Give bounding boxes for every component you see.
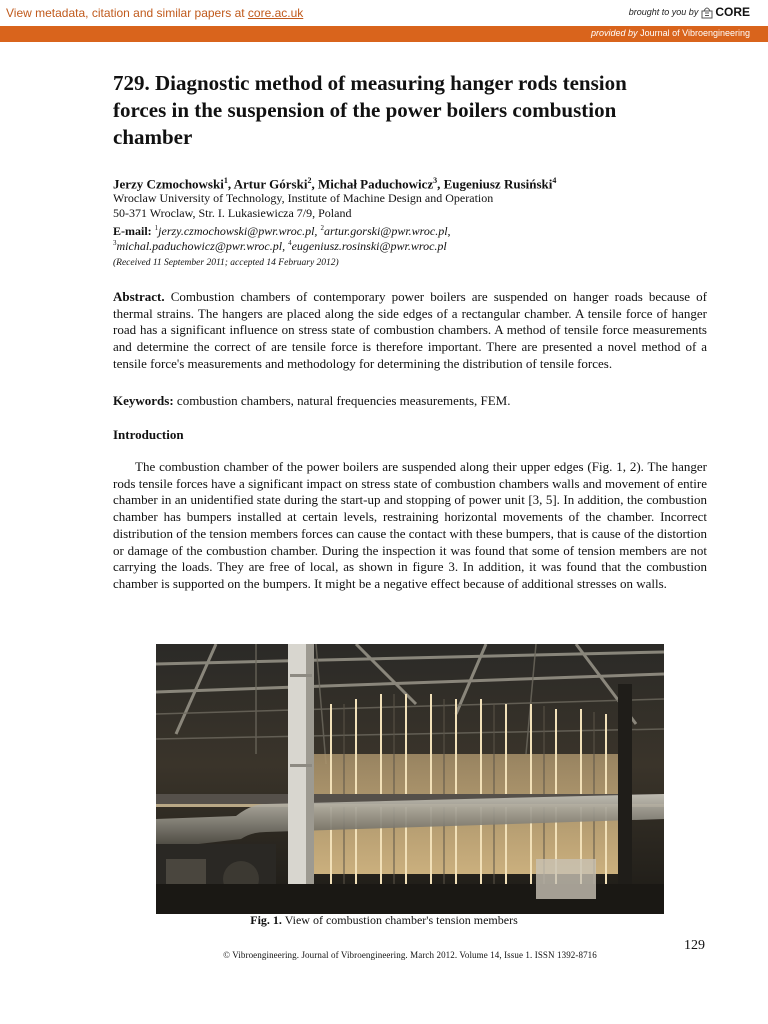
figure-1-caption (0, 913, 768, 928)
core-link[interactable]: core.ac.uk (247, 6, 304, 20)
paper-title: 729. Diagnostic method of measuring hanger rods tension forces in the suspension of the power boilers combustion chamber (113, 71, 627, 149)
email-sup: 3 (113, 239, 117, 247)
abstract-label: Abstract. (113, 289, 165, 304)
keywords-label: Keywords: (113, 393, 174, 408)
figure-1-photo (156, 644, 664, 914)
figure-label: Fig. 1. (250, 913, 282, 927)
provided-by (591, 28, 750, 38)
email-address[interactable]: eugeniusz.rosinski@pwr.wroc.pl (291, 239, 447, 253)
email-sup: 2 (320, 224, 324, 232)
provided-by-bar (0, 26, 768, 42)
received-dates: (Received 11 September 2011; accepted 14 February 2012) (113, 258, 339, 268)
author-list: Jerzy Czmochowski$^1$, Artur Górski$^2$, Michał Paduchowicz$^3$, Eugeniusz Rusiński$^4$ (113, 176, 557, 192)
affiliation-line-2: 50-371 Wroclaw, Str. I. Lukasiewicza 7/9, Poland (113, 206, 352, 220)
email-address[interactable]: michal.paduchowicz@pwr.wroc.pl, (116, 239, 286, 253)
abstract (113, 289, 707, 373)
author-name: Michał Paduchowicz (317, 176, 434, 192)
core-logo[interactable] (701, 5, 750, 19)
page-number: 129 (684, 938, 705, 953)
email-address[interactable]: jerzy.czmochowski@pwr.wroc.pl, (158, 224, 318, 238)
section-heading-introduction: Introduction (113, 427, 184, 442)
keywords-text: combustion chambers, natural frequencies measurements, FEM. (176, 393, 511, 408)
core-logo-icon (701, 5, 713, 19)
boiler-photo-illustration (156, 644, 664, 914)
figure-caption-text: View of combustion chamber's tension members (284, 913, 518, 927)
core-logo-text: CORE (715, 5, 750, 19)
abstract-text: Combustion chambers of contemporary power boilers are suspended on hanger roads because of thermal strains. The hangers are placed along the side edges of a rectangular chamber. A tensile force of hanger road has a significant influence on stress state of combustion chambers. A method of tensile force measurements and determine the correct of are tensile force is therefore important. There are presented a novel method of a tensile force's measurements and methodology for determining the distribution of tensile forces. (113, 289, 707, 371)
author-sup: 1 (223, 176, 228, 185)
brought-to-you-by (629, 5, 750, 19)
email-label: E-mail: (113, 224, 152, 238)
author-name: Jerzy Czmochowski (113, 176, 224, 192)
brought-by-text: brought to you by (628, 7, 699, 17)
email-sup: 1 (154, 224, 159, 232)
author-name: Artur Górski (233, 176, 308, 192)
affiliation-line-1: Wroclaw University of Technology, Institute of Machine Design and Operation (113, 191, 494, 205)
author-sup: 4 (552, 176, 557, 185)
core-notice-text: View metadata, citation and similar papers at (6, 6, 248, 20)
core-banner (0, 0, 768, 27)
author-sup: 3 (433, 176, 438, 185)
email-line-2 (113, 236, 447, 254)
core-metadata-notice (6, 6, 303, 20)
author-name: Eugeniusz Rusiński (443, 176, 553, 192)
email-sup: 4 (288, 239, 292, 247)
author-sup: 2 (307, 176, 312, 185)
provided-by-source[interactable]: Journal of Vibroengineering (640, 28, 750, 38)
keywords (113, 393, 707, 410)
email-address[interactable]: artur.gorski@pwr.wroc.pl, (323, 224, 451, 238)
journal-footer: © Vibroengineering. Journal of Vibroengineering. March 2012. Volume 14, Issue 1. ISSN 1392-8716 (223, 950, 597, 960)
provided-by-prefix: provided by (591, 28, 638, 38)
introduction-paragraph: The combustion chamber of the power boilers are suspended along their upper edges (Fig. 1, 2). The hanger rods tensile forces have a significant impact on stress state of combustion chambers walls and movement of entire chamber in an unidentified state during the start-up and stopping of power unit [3, 5]. In addition, the combustion chamber has bumpers installed at certain levels, restraining horizontal movements of the chamber. Incorrect distribution of the tension members forces can cause the contact with these bumpers, that is cause of the distortion or damage of the combustion chamber. During the inspection it was found that some of tension members are not carrying the loads. They are free of local, as shown in figure 3. In addition, it was found that the combustion chamber is supported on the bumpers. It might be a negative effect because of additional stresses on walls. (113, 459, 707, 591)
